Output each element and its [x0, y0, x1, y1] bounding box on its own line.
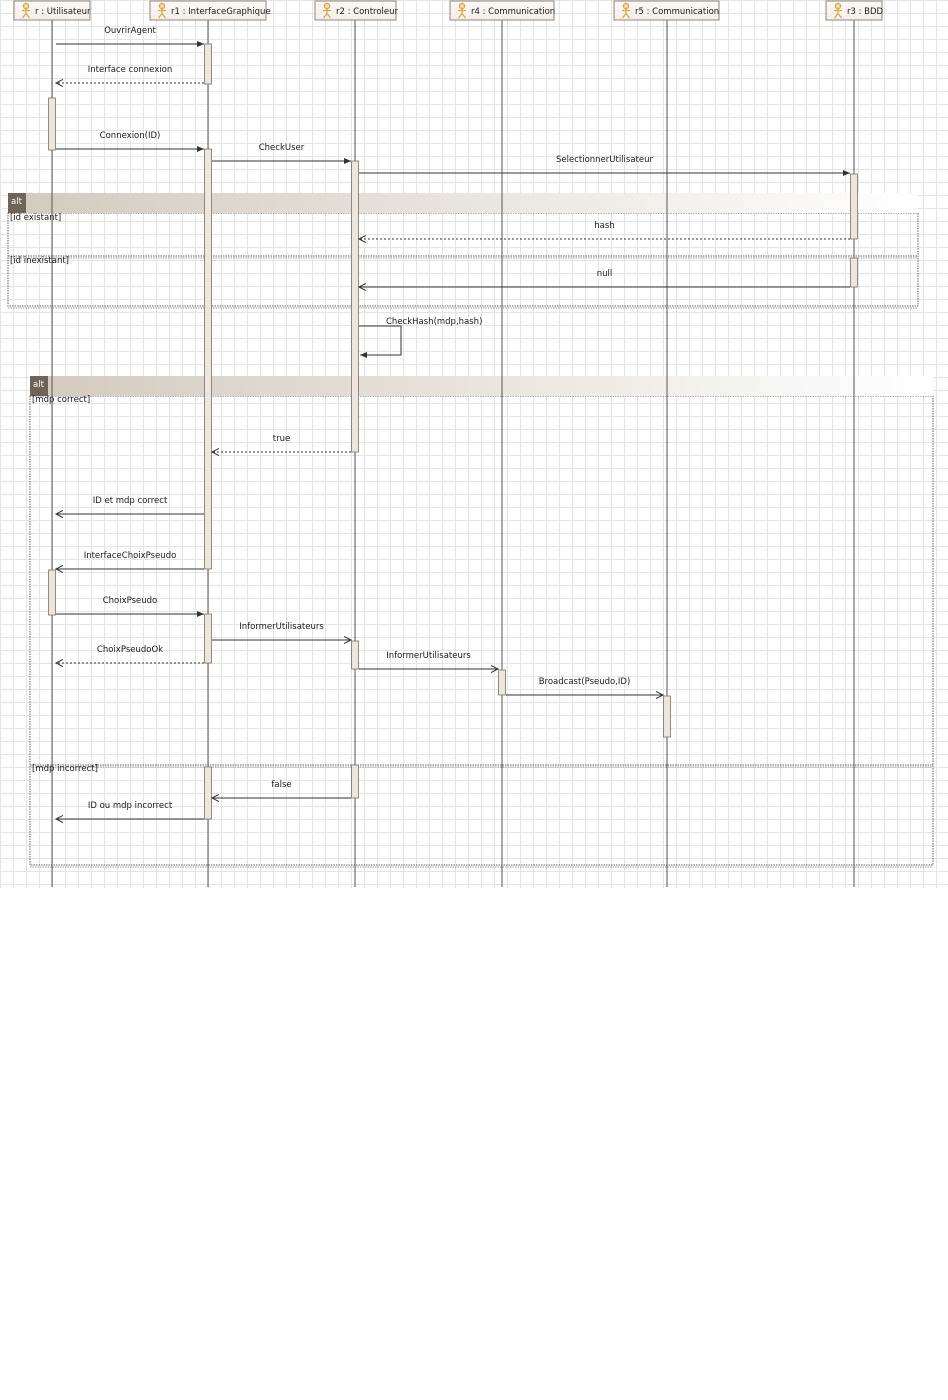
message-14: [56, 645, 204, 663]
message-7: [359, 269, 850, 287]
message-8: [359, 317, 482, 355]
message-16: [506, 677, 663, 695]
message-arrow: [359, 326, 401, 355]
fragment-alt-2: [30, 376, 933, 867]
activation-r5: [664, 696, 671, 737]
lifeline-label: r1 : InterfaceGraphique: [171, 7, 271, 17]
lifeline-label: r : Utilisateur: [35, 7, 91, 17]
lifeline-header-r1[interactable]: [150, 1, 271, 20]
message-9: [212, 434, 351, 452]
activation-r1: [205, 44, 212, 84]
message-label: Interface connexion: [87, 65, 173, 75]
activation-r1: [205, 767, 212, 819]
message-3: [56, 131, 204, 149]
activation-r1: [205, 149, 212, 569]
message-label: hash: [594, 221, 615, 231]
message-4: [212, 143, 351, 161]
fragment-band: [25, 193, 918, 213]
message-label: InterfaceChoixPseudo: [83, 551, 177, 561]
lifeline-header-r2[interactable]: [315, 1, 399, 20]
activation-r3: [851, 258, 858, 287]
message-6: [359, 221, 850, 239]
message-label: InformerUtilisateurs: [386, 651, 471, 661]
lifeline-label: r3 : BDD: [847, 7, 884, 17]
message-5: [359, 155, 850, 173]
message-label: Broadcast(Pseudo,ID): [538, 677, 631, 687]
message-label: OuvrirAgent: [104, 26, 156, 36]
message-label: true: [272, 434, 291, 444]
message-13: [212, 622, 351, 640]
fragment-guard: [id existant]: [10, 213, 62, 223]
fragment-alt-1: [8, 193, 918, 308]
message-label: InformerUtilisateurs: [239, 622, 324, 632]
fragment-band: [47, 376, 933, 396]
lifeline-label: r2 : Controleur: [336, 7, 399, 17]
message-label: CheckHash(mdp,hash): [386, 317, 483, 327]
message-12: [56, 596, 204, 614]
lifeline-header-u[interactable]: [14, 1, 91, 20]
message-17: [212, 780, 351, 798]
lifeline-header-r5[interactable]: [614, 1, 719, 20]
fragment-guard: [mdp correct]: [32, 395, 91, 405]
message-label: ChoixPseudoOk: [96, 645, 164, 655]
fragment-operator-label: alt: [11, 197, 22, 207]
message-label: Connexion(ID): [99, 131, 161, 141]
lifeline-label: r5 : Communication: [635, 7, 720, 17]
lifeline-header-r3[interactable]: [826, 1, 884, 20]
message-label: CheckUser: [258, 143, 305, 153]
fragment-guard: [id inexistant]: [10, 256, 70, 266]
message-label: SelectionnerUtilisateur: [555, 155, 654, 165]
activation-r2: [352, 641, 359, 669]
message-11: [56, 551, 204, 569]
activation-r4: [499, 670, 506, 695]
activation-r1: [205, 614, 212, 663]
message-2: [56, 65, 204, 83]
message-label: false: [271, 780, 292, 790]
message-label: ID ou mdp incorrect: [87, 801, 173, 811]
message-label: ID et mdp correct: [92, 496, 168, 506]
activation-r2: [352, 161, 359, 452]
lifeline-header-r4[interactable]: [450, 1, 555, 20]
fragment-guard: [mdp incorrect]: [32, 764, 98, 774]
activation-u: [49, 98, 56, 150]
activation-r2: [352, 765, 359, 798]
message-10: [56, 496, 204, 514]
message-1: [56, 26, 204, 44]
lifeline-label: r4 : Communication: [471, 7, 556, 17]
fragment-operator-label: alt: [33, 380, 44, 390]
message-label: ChoixPseudo: [102, 596, 158, 606]
message-label: null: [596, 269, 613, 279]
message-18: [56, 801, 204, 819]
message-15: [359, 651, 498, 669]
activation-r3: [851, 174, 858, 239]
activation-u: [49, 570, 56, 615]
